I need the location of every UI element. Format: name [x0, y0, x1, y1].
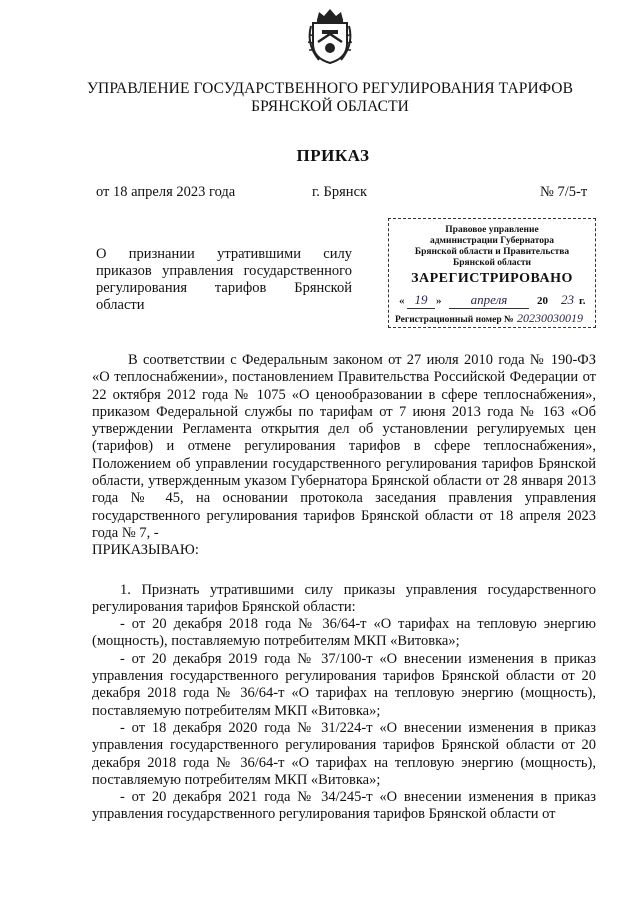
- org-line-2: БРЯНСКОЙ ОБЛАСТИ: [251, 98, 409, 115]
- order-city: г. Брянск: [312, 184, 368, 200]
- stamp-day: 19: [407, 292, 435, 309]
- sub-item-3: - от 18 декабря 2020 года № 31/224-т «О внесении изменения в приказ управления государственного регулирования тарифов Брянской области от 20 декабря 2018 года № 36/64-т «О тарифах на тепловую энергию (мощность), поставляемую потребителям МКП «Витовка»;: [92, 719, 596, 788]
- stamp-registered: ЗАРЕГИСТРИРОВАНО: [411, 271, 573, 286]
- stamp-month: апреля: [449, 292, 529, 309]
- stamp-quote-open: «: [399, 295, 405, 307]
- sub-item-1: - от 20 декабря 2018 года № 36/64-т «О тарифах на тепловую энергию (мощность), поставляемую потребителям МКП «Витовка»;: [92, 616, 596, 650]
- stamp-line-4: Брянской области: [452, 258, 532, 268]
- document-title: ПРИКАЗ: [296, 146, 370, 165]
- stamp-year-handwritten: 23: [561, 292, 574, 307]
- item-1: 1. Признать утратившими силу приказы управления государственного регулирования тарифов Брянской области:: [92, 581, 596, 615]
- bryansk-coat-of-arms-icon: [305, 6, 355, 66]
- stamp-year-prefix: 20: [537, 295, 548, 307]
- stamp-year-suffix: г.: [579, 295, 586, 307]
- stamp-line-3: Брянской области и Правительства: [414, 247, 570, 257]
- organization-name: [60, 80, 600, 116]
- order-subject: О признании утратившими силу приказов управления государственного регулирования тарифов Брянской области: [96, 246, 352, 313]
- stamp-quote-close: »: [436, 295, 442, 307]
- sub-item-4: - от 20 декабря 2021 года № 34/245-т «О внесении изменения в приказ управления государственного регулирования тарифов Брянской области от: [92, 789, 596, 823]
- order-date: от 18 апреля 2023 года: [96, 184, 236, 200]
- order-number: № 7/5-т: [540, 184, 588, 200]
- stamp-reg-number: 20230030019: [517, 311, 583, 325]
- registration-stamp: [388, 218, 596, 328]
- preamble-paragraph: В соответствии с Федеральным законом от 27 июля 2010 года № 190-ФЗ «О теплоснабжении», постановлением Правительства Российской Федерации от 22 октября 2012 года № 1075 «О ценообразовании в сфере теплоснабжения», приказом Федеральной службы по тарифам от 7 июня 2013 года № 163 «Об утверждении Регламента открытия дел об установлении регулируемых цен (тарифов) и отмене регулирования тарифов в сфере теплоснабжения», Положением об управлении государственного регулирования тарифов Брянской области, утвержденным указом Губернатора Брянской области от 28 января 2013 года № 45, на основании протокола заседания правления управления государственного регулирования тарифов Брянской области от 18 апреля 2023 года № 7, -: [92, 352, 596, 541]
- order-word: ПРИКАЗЫВАЮ:: [92, 542, 199, 559]
- stamp-date-line: [389, 292, 595, 311]
- org-line-1: УПРАВЛЕНИЕ ГОСУДАРСТВЕННОГО РЕГУЛИРОВАНИЯ ТАРИФОВ: [86, 80, 574, 97]
- stamp-line-1: Правовое управление: [445, 225, 539, 235]
- stamp-reg-label: Регистрационный номер №: [395, 315, 514, 325]
- stamp-line-2: администрации Губернатора: [429, 236, 554, 246]
- sub-item-2: - от 20 декабря 2019 года № 37/100-т «О внесении изменения в приказ управления государственного регулирования тарифов Брянской области от 20 декабря 2018 года № 36/64-т «О тарифах на тепловую энергию (мощность), поставляемую потребителям МКП «Витовка»;: [92, 650, 596, 719]
- order-body: [92, 352, 596, 824]
